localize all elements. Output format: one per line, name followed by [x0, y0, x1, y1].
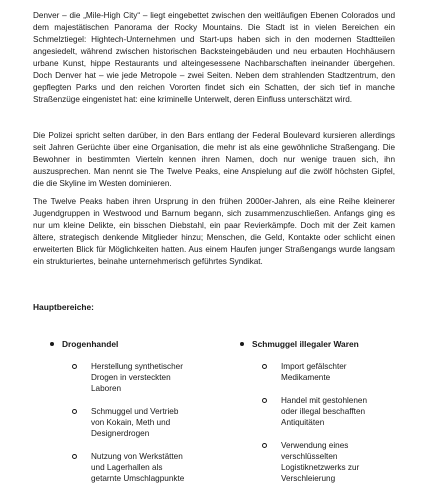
column-title: Schmuggel illegaler Waren	[252, 339, 359, 349]
paragraph-origin: The Twelve Peaks haben ihren Ursprung in den frühen 2000er-Jahren, als eine Reihe kleinerer Jugendgruppen in Westwood und Barnum begann, sich zusammenzuschließen. Anfangs ging es nur um kleine Delikte, ein bisschen Diebstahl, ein paar Revierkämpfe. Doch mit der Zeit kamen ältere, strategisch denkende Mitglieder hinzu; Menschen, die Geld, Kontakte oder schlicht einen erweiterten Blick für Möglichkeiten hatten. Aus einem Haufen junger Straßengangs wurde langsam ein strukturiertes, beinahe unternehmerisch geführtes Syndikat.	[33, 197, 395, 266]
bullet-disc-icon	[240, 342, 244, 346]
list-item	[72, 406, 192, 439]
list-item-text: Schmuggel und Vertrieb von Kokain, Meth und Designerdrogen	[91, 407, 179, 438]
list-item	[262, 395, 382, 428]
column-heading	[240, 338, 420, 350]
list-item-text: Handel mit gestohlenen oder illegal beschafften Antiquitäten	[281, 396, 368, 427]
list-item	[262, 440, 382, 484]
list-item-text: Verwendung eines verschlüsselten Logistiknetzwerks zur Verschleierung	[281, 441, 360, 483]
sub-list	[262, 361, 382, 496]
section-heading: Hauptbereiche:	[33, 302, 94, 312]
column-title: Drogenhandel	[62, 339, 119, 349]
column-heading	[50, 338, 230, 350]
list-item-text: Import gefälschter Medikamente	[281, 362, 347, 382]
bullet-circle-icon	[72, 409, 77, 414]
list-item-text: Herstellung synthetischer Drogen in versteckten Laboren	[91, 362, 183, 393]
paragraph-police: Die Polizei spricht selten darüber, in den Bars entlang der Federal Boulevard kursieren allerdings seit Jahren Gerüchte über eine Organisation, die mehr ist als eine gewöhnliche Straßengang. Die Bewohner in bestimmten Vierteln kennen ihren Namen, doch nur wenige trauen sich, ihn auszusprechen. Man nennt sie The Twelve Peaks, eine Anspielung auf die zwölf höchsten Gipfel, die die Skyline im Westen dominieren.	[33, 131, 395, 188]
sub-list	[72, 361, 192, 496]
bullet-circle-icon	[72, 364, 77, 369]
list-item	[262, 361, 382, 383]
column-smuggling	[240, 338, 420, 483]
bullet-circle-icon	[72, 454, 77, 459]
list-item	[72, 451, 192, 484]
bullet-circle-icon	[262, 364, 267, 369]
list-item-text: Nutzung von Werkstätten und Lagerhallen als getarnte Umschlagpunkte	[91, 452, 185, 483]
bullet-circle-icon	[262, 443, 267, 448]
column-drug-trade	[50, 338, 230, 483]
bullet-disc-icon	[50, 342, 54, 346]
list-item	[72, 361, 192, 394]
bullet-circle-icon	[262, 398, 267, 403]
paragraph-intro: Denver – die „Mile-High City“ – liegt eingebettet zwischen den weitläufigen Ebenen Colorados und dem majestätischen Panorama der Rocky Mountains. Die Stadt ist in vielen Bereichen ein Schmelztiegel: Hightech-Unternehmen und Start-ups haben sich in den modernen Stadtteilen angesiedelt, während zwischen historischen Backsteingebäuden und neu erbauten Hochhäusern urbane Kunst, hippe Restaurants und alteingesessene Nachbarschaften ineinander übergehen. Doch Denver hat – wie jede Metropole – zwei Seiten. Neben dem strahlenden Stadtzentrum, den gepflegten Parks und den reichen Vororten findet sich ein Schatten, der sich tief in manche Straßenzüge eingenistet hat: eine kriminelle Unterwelt, deren Einfluss unterschätzt wird.	[33, 11, 395, 104]
